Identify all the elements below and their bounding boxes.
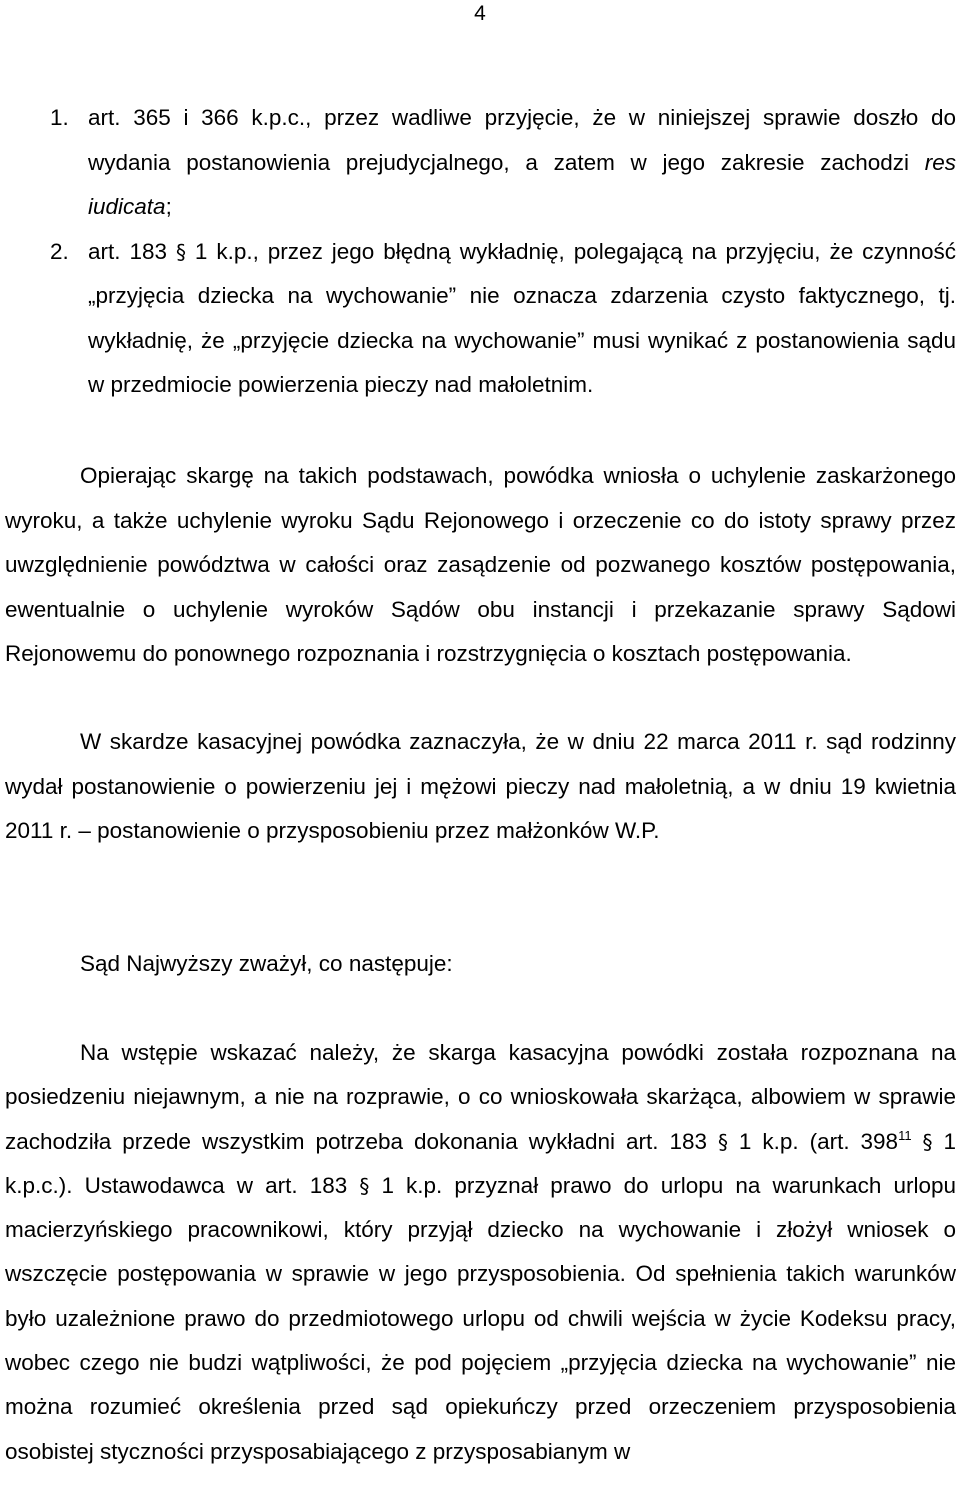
list-item: [50, 96, 956, 230]
list-item-number: 2.: [50, 238, 69, 264]
list-item-text-end: ;: [165, 194, 172, 219]
section-heading: Sąd Najwyższy zważył, co następuje:: [80, 951, 453, 976]
section-sign: §: [717, 1129, 728, 1154]
list-item-text: art. 183: [88, 238, 176, 264]
page-number: 4: [474, 2, 486, 25]
section-sign: §: [175, 239, 186, 264]
list-item-number: 1.: [50, 105, 69, 130]
reasoning-text: [912, 1129, 923, 1154]
paragraph-cassation: W skardze kasacyjnej powódka zaznaczyła, że w dniu 22 marca 2011 r. sąd rodzinny wydał postanowienie o powierzeniu jej i mężowi pieczy nad małoletnią, a w dniu 19 kwietnia 2011 r. – postanowienie o przysposobieniu przez małżonków W.P.: [5, 729, 956, 844]
reasoning-text: Na wstępie wskazać należy, że skarga kasacyjna powódki została rozpoznana na posiedzeniu niejawnym, a nie na rozprawie, o co wnioskowała skarżąca, albowiem w sprawie zachodziła przede wszystkim potrzeba dokonania wykładni art. 183: [5, 1040, 956, 1154]
superscript-number: 11: [898, 1127, 912, 1143]
section-sign: §: [359, 1173, 370, 1198]
paragraph-claims: Opierając skargę na takich podstawach, powódka wniosła o uchylenie zaskarżonego wyroku, a także uchylenie wyroku Sądu Rejonowego i orzeczenie co do istoty sprawy przez uwzględnienie powództwa w całości oraz zasądzenie od pozwanego kosztów postępowania, ewentualnie o uchylenie wyroków Sądów obu instancji i przekazanie sprawy Sądowi Rejonowemu do ponownego rozpoznania i rozstrzygnięcia o kosztach postępowania.: [5, 463, 956, 667]
reasoning-text: 1 k.p. (art. 398: [727, 1128, 899, 1154]
reasoning-text: 1 k.p. przyznał prawo do urlopu na warunkach urlopu macierzyńskiego pracownikowi, który przyjął dziecko na wychowanie i złożył wniosek o wszczęcie postępowania w sprawie w jego przysposobienia. Od spełnienia takich warunków było uzależnione prawo do przedmiotowego urlopu od chwili wejścia w życie Kodeksu pracy, wobec czego nie budzi wątpliwości, że pod pojęciem „przyjęcia dziecka na wychowanie” nie można rozumieć określenia przed sąd opiekuńczy przed orzeczeniem przysposobienia osobistej styczności przysposabiającego z przysposabianym w: [5, 1172, 956, 1464]
objection-list: [50, 96, 956, 408]
list-item: [50, 230, 956, 408]
list-item-text: art. 365 i 366 k.p.c., przez wadliwe przyjęcie, że w niniejszej sprawie doszło do wydania postanowienia prejudycjalnego, a zatem w jego zakresie zachodzi: [88, 105, 956, 175]
list-item-latin-term: res iudicata: [88, 149, 956, 219]
list-item-text-end: 1 k.p., przez jego błędną wykładnię, polegającą na przyjęciu, że czynność „przyjęcia dziecka na wychowanie” nie oznacza zdarzenia czysto faktycznego, tj. wykładnię, że „przyjęcie dziecka na wychowanie” musi wynikać z postanowienia sądu w przedmiocie powierzenia pieczy nad małoletnim.: [88, 238, 956, 397]
paragraph-reasoning: [5, 1031, 956, 1474]
section-sign: §: [922, 1129, 933, 1154]
reasoning-text: 1 k.p.c.). Ustawodawca w art. 183: [5, 1128, 956, 1198]
